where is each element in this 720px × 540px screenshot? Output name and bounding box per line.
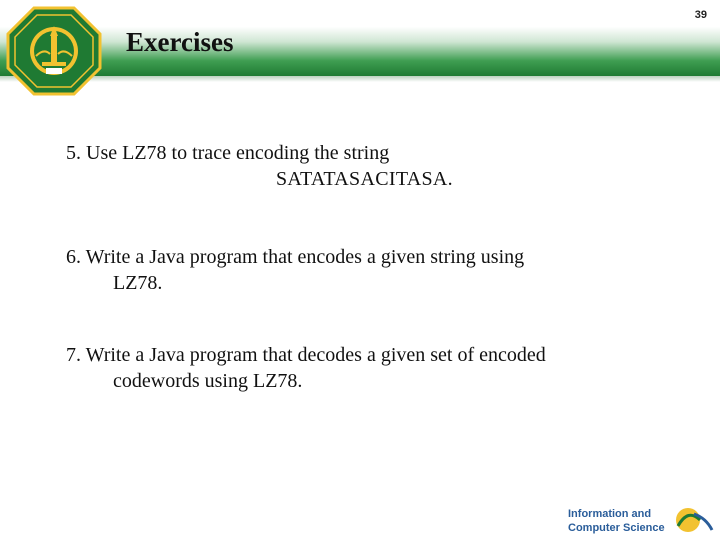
exercise-string: SATATASACITASA. bbox=[276, 168, 453, 190]
university-seal-logo bbox=[6, 6, 102, 96]
footer-line-1: Information and bbox=[568, 508, 652, 520]
footer-line-2: Computer Science bbox=[568, 522, 665, 534]
exercise-text: 6. Write a Java program that encodes a given string using bbox=[66, 246, 525, 268]
slide-title: Exercises bbox=[126, 27, 234, 57]
exercise-text-continued: codewords using LZ78. bbox=[113, 370, 303, 392]
header-shadow bbox=[0, 76, 720, 82]
exercise-text: 5. Use LZ78 to trace encoding the string bbox=[66, 142, 390, 164]
exercise-item bbox=[66, 140, 453, 192]
exercise-item bbox=[66, 342, 546, 394]
exercise-text: 7. Write a Java program that decodes a given set of encoded bbox=[66, 344, 546, 366]
header-band bbox=[0, 0, 720, 76]
exercise-item bbox=[66, 244, 524, 296]
ics-department-logo bbox=[566, 504, 714, 536]
exercise-text-continued: LZ78. bbox=[113, 272, 163, 294]
page-number: 39 bbox=[694, 9, 707, 21]
ics-emblem-icon bbox=[676, 508, 700, 532]
